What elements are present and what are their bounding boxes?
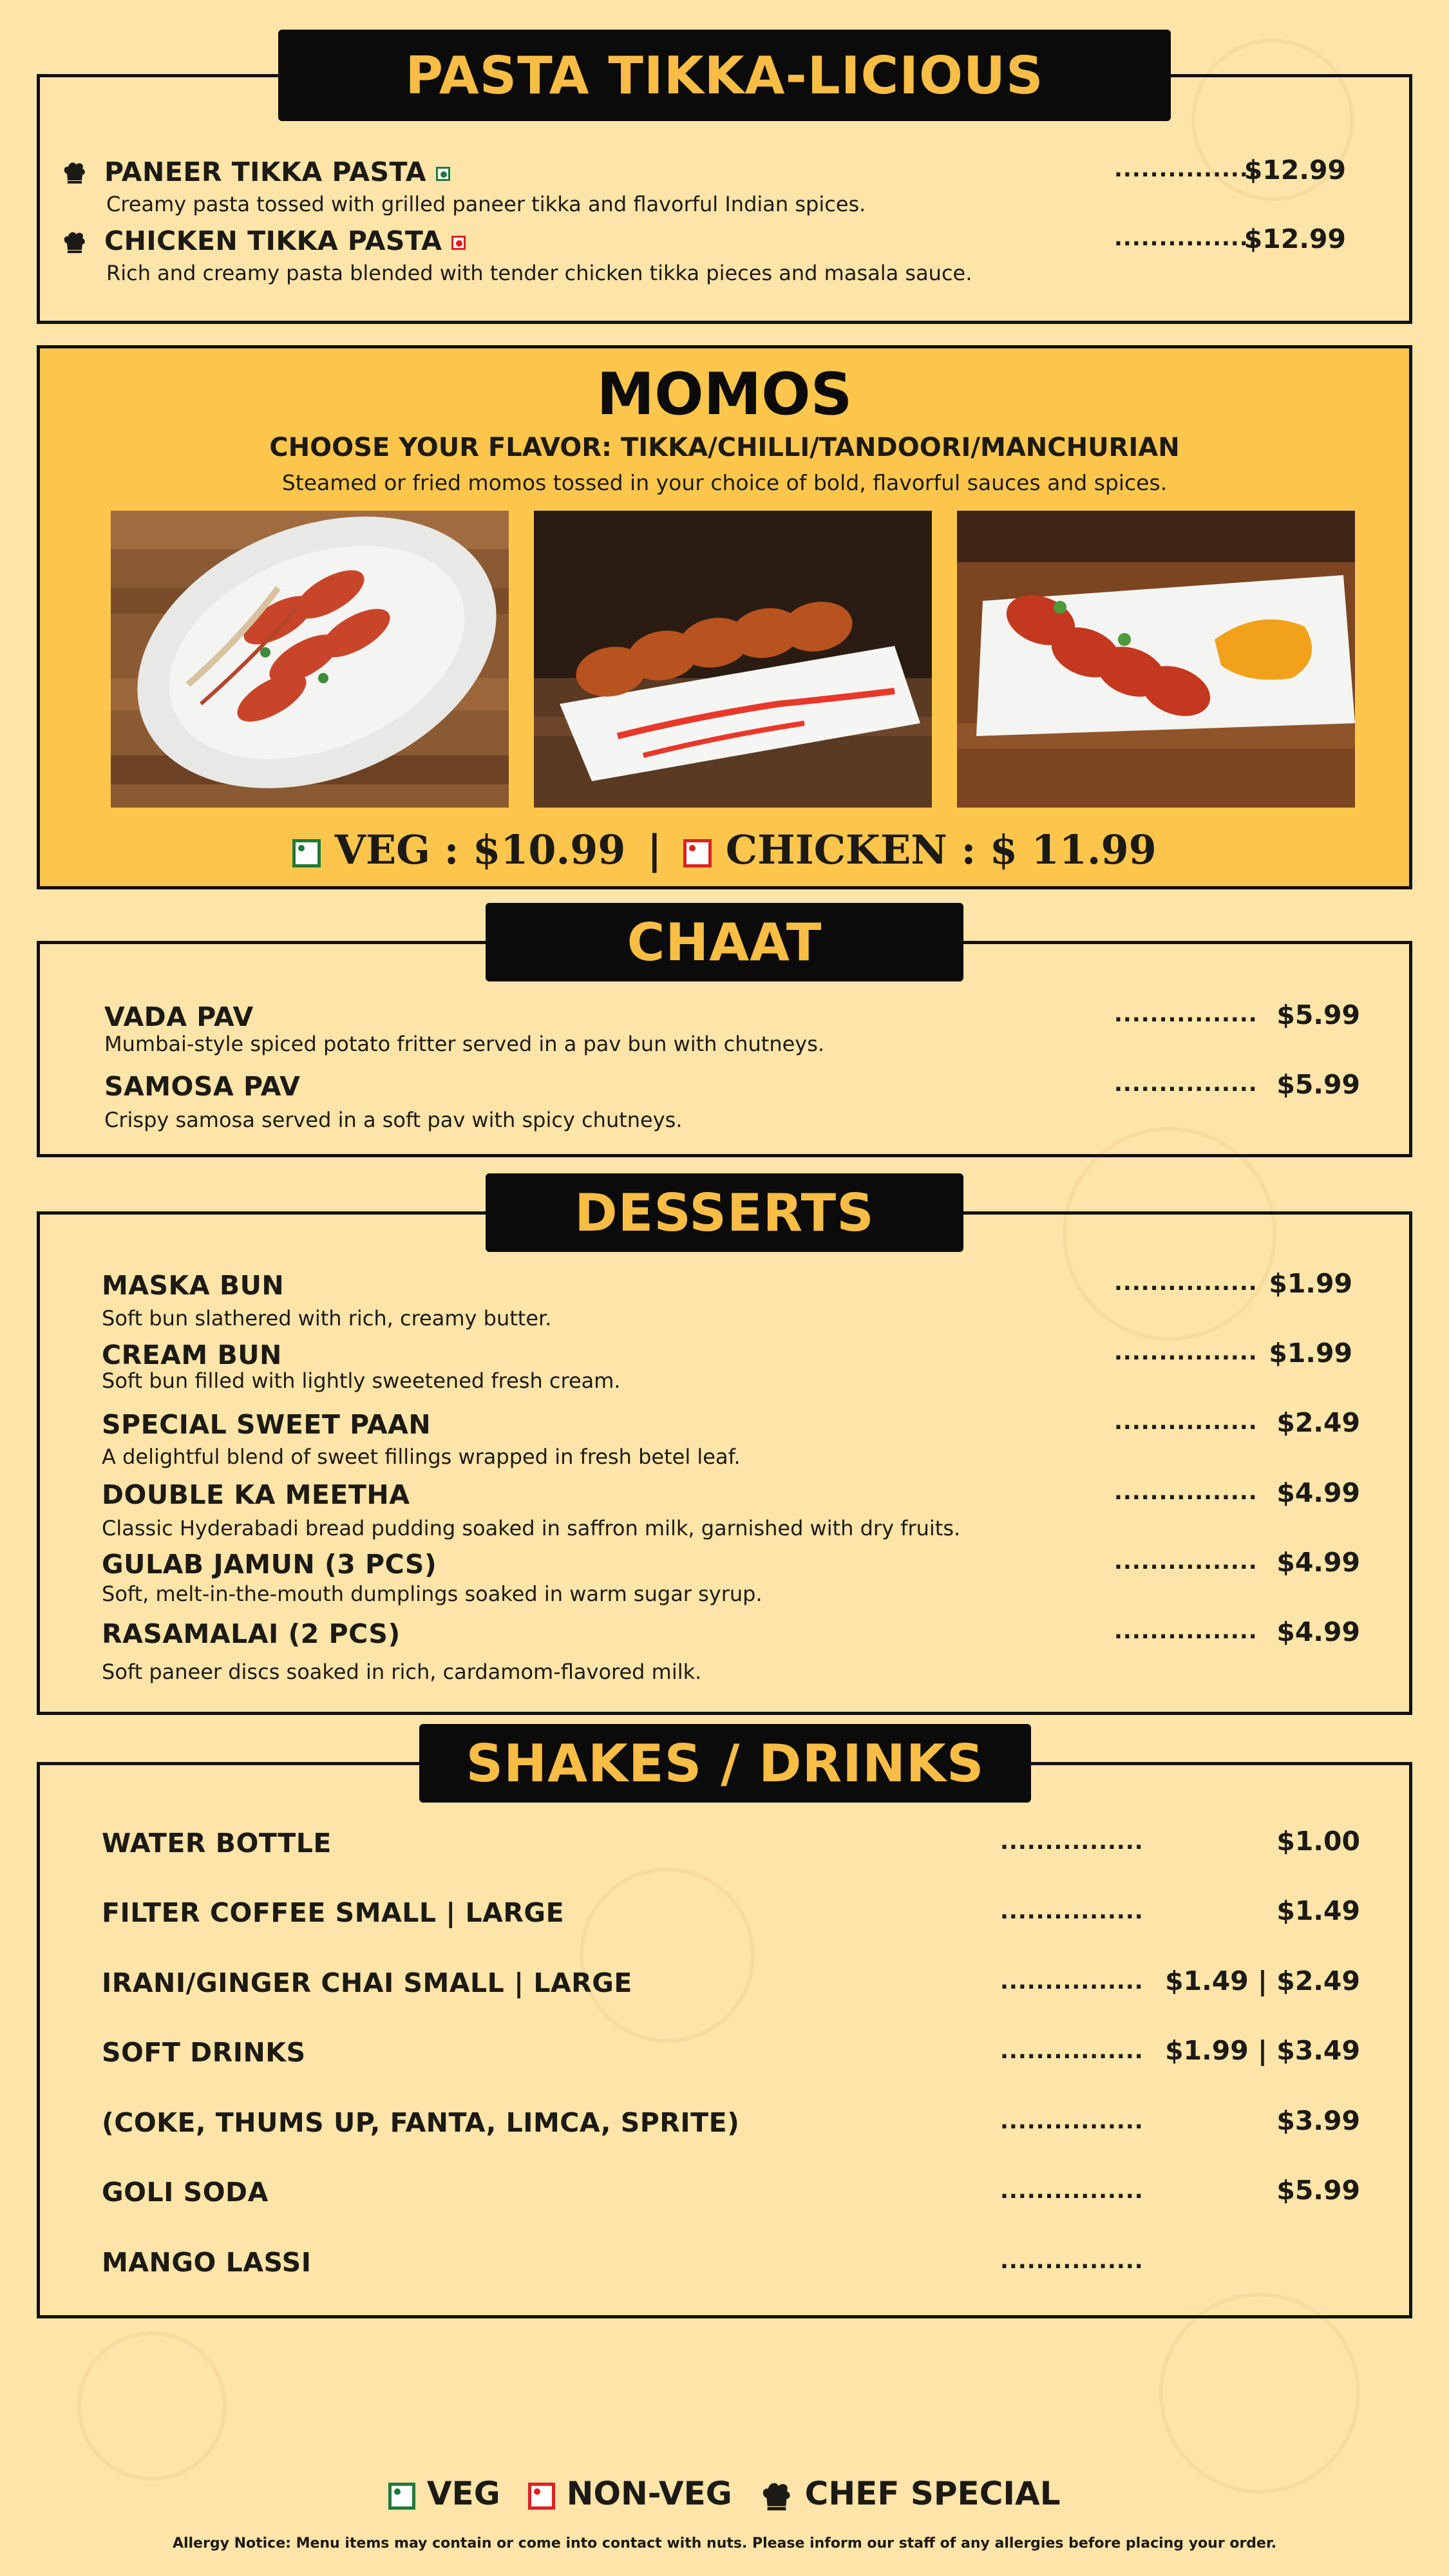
price-leader-dots: ................ (1114, 1071, 1258, 1097)
menu-item-name: MASKA BUN (102, 1270, 285, 1301)
menu-item-name: CREAM BUN (102, 1340, 282, 1370)
menu-item-description: A delightful blend of sweet fillings wrapped in fresh betel leaf. (102, 1444, 741, 1469)
chef-hat-icon (760, 2479, 793, 2513)
chaat-title: CHAAT (486, 903, 963, 981)
momos-photo-plate-yellow-sauce (957, 511, 1355, 808)
menu-item-price: $1.99 | $3.49 (1165, 2035, 1360, 2066)
veg-symbol-icon (292, 839, 321, 867)
menu-item-description: Soft, melt-in-the-mouth dumplings soaked in warm sugar syrup. (102, 1582, 762, 1606)
menu-item-name: GULAB JAMUN (3 PCS) (102, 1549, 437, 1580)
menu-item-price: $12.99 (1244, 223, 1346, 254)
momos-chicken-price: CHICKEN : $ 11.99 (725, 826, 1157, 873)
menu-item-price: $4.99 (1276, 1477, 1360, 1508)
pasta-title: PASTA TIKKA-LICIOUS (278, 30, 1171, 121)
menu-item-name: IRANI/GINGER CHAI SMALL | LARGE (102, 1967, 632, 1998)
chef-hat-icon (62, 229, 88, 255)
momos-veg-price: VEG : $10.99 (334, 826, 626, 873)
menu-item-price: $1.49 | $2.49 (1165, 1965, 1360, 1996)
menu-item-name: (COKE, THUMS UP, FANTA, LIMCA, SPRITE) (102, 2107, 740, 2138)
momos-title: MOMOS (596, 361, 853, 428)
price-leader-dots: ................ (1114, 1479, 1258, 1505)
menu-item-description: Soft bun filled with lightly sweetened fresh cream. (102, 1368, 621, 1393)
non-veg-symbol-icon (451, 236, 466, 250)
menu-item-price: $1.99 (1269, 1268, 1352, 1299)
menu-item-price: $1.49 (1276, 1895, 1360, 1926)
menu-item-price: $1.00 (1276, 1826, 1360, 1857)
price-leader-dots: ................ (1000, 1899, 1144, 1924)
menu-item-price: $1.99 (1269, 1338, 1352, 1368)
menu-item-name: SPECIAL SWEET PAAN (102, 1409, 431, 1440)
legend-nonveg-label: NON-VEG (566, 2475, 732, 2512)
price-leader-dots: ................ (1000, 2178, 1144, 2204)
menu-item-price: $5.99 (1276, 999, 1360, 1030)
menu-item-description: Soft paneer discs soaked in rich, cardamom-flavored milk. (102, 1660, 702, 1684)
menu-item-name: GOLI SODA (102, 2177, 269, 2208)
menu-item-description: Rich and creamy pasta blended with tender chicken tikka pieces and masala sauce. (106, 261, 972, 285)
price-leader-dots: ................ (1000, 2038, 1144, 2064)
veg-symbol-icon (436, 167, 450, 181)
menu-item-price: $12.99 (1244, 155, 1346, 185)
menu-legend (0, 2475, 1449, 2513)
price-leader-dots: ................ (1114, 1270, 1258, 1296)
chef-hat-icon (62, 160, 88, 185)
menu-item-description: Soft bun slathered with rich, creamy butter. (102, 1306, 552, 1331)
price-leader-dots: ................ (1114, 225, 1258, 251)
menu-item-name: WATER BOTTLE (102, 1828, 332, 1859)
drinks-title: SHAKES / DRINKS (419, 1724, 1031, 1803)
menu-item-name: SAMOSA PAV (104, 1071, 301, 1102)
momos-flavor-subtitle: CHOOSE YOUR FLAVOR: TIKKA/CHILLI/TANDOORI/MANCHURIAN (269, 433, 1180, 462)
legend-chef-special-label: CHEF SPECIAL (804, 2475, 1061, 2512)
menu-item-name: SOFT DRINKS (102, 2037, 306, 2068)
menu-item-description: Crispy samosa served in a soft pav with spicy chutneys. (104, 1108, 683, 1132)
momos-photo-plate-oval (111, 511, 509, 808)
menu-item-price: $5.99 (1276, 2175, 1360, 2206)
menu-item-price: $2.49 (1276, 1407, 1360, 1438)
price-separator: | (647, 826, 662, 873)
menu-item-name: MANGO LASSI (102, 2247, 312, 2278)
menu-item-description: Mumbai-style spiced potato fritter served in a pav bun with chutneys. (104, 1032, 825, 1056)
menu-item-name: VADA PAV (104, 1001, 254, 1032)
price-leader-dots: ................ (1114, 1618, 1258, 1644)
price-leader-dots: ................ (1114, 1340, 1258, 1365)
menu-item-description: Creamy pasta tossed with grilled paneer tikka and flavorful Indian spices. (106, 192, 866, 216)
menu-item-name: DOUBLE KA MEETHA (102, 1479, 410, 1510)
menu-item-name: FILTER COFFEE SMALL | LARGE (102, 1897, 565, 1928)
menu-item-price: $5.99 (1276, 1069, 1360, 1100)
menu-item-price: $4.99 (1276, 1547, 1360, 1578)
menu-item-name: CHICKEN TIKKA PASTA (104, 225, 466, 256)
desserts-title: DESSERTS (486, 1173, 963, 1252)
price-leader-dots: ................ (1114, 1001, 1258, 1027)
non-veg-symbol-icon (683, 839, 712, 867)
menu-item-price: $4.99 (1276, 1616, 1360, 1647)
momos-price-line (37, 826, 1412, 873)
momos-description: Steamed or fried momos tossed in your choice of bold, flavorful sauces and spices. (281, 470, 1168, 495)
menu-item-description: Classic Hyderabadi bread pudding soaked in saffron milk, garnished with dry fruits. (102, 1516, 961, 1540)
price-leader-dots: ................ (1114, 1549, 1258, 1575)
price-leader-dots: ................ (1000, 2108, 1144, 2134)
background-doodle (1159, 2293, 1360, 2494)
price-leader-dots: ................ (1000, 1969, 1144, 1994)
allergy-notice: Allergy Notice: Menu items may contain or come into contact with nuts. Please inform our staff of any allergies before placing your order. (172, 2535, 1277, 2552)
non-veg-symbol-icon (528, 2483, 555, 2510)
veg-symbol-icon (388, 2483, 415, 2510)
menu-item-name: RASAMALAI (2 PCS) (102, 1618, 401, 1649)
momos-photo-plate-sauce (534, 511, 932, 808)
price-leader-dots: ................ (1000, 1829, 1144, 1855)
menu-item-name: PANEER TIKKA PASTA (104, 156, 450, 187)
price-leader-dots: ................ (1114, 156, 1258, 182)
price-leader-dots: ................ (1114, 1409, 1258, 1435)
menu-item-price: $3.99 (1276, 2105, 1360, 2136)
price-leader-dots: ................ (1000, 2248, 1144, 2274)
legend-veg-label: VEG (426, 2475, 500, 2512)
background-doodle (77, 2331, 227, 2481)
